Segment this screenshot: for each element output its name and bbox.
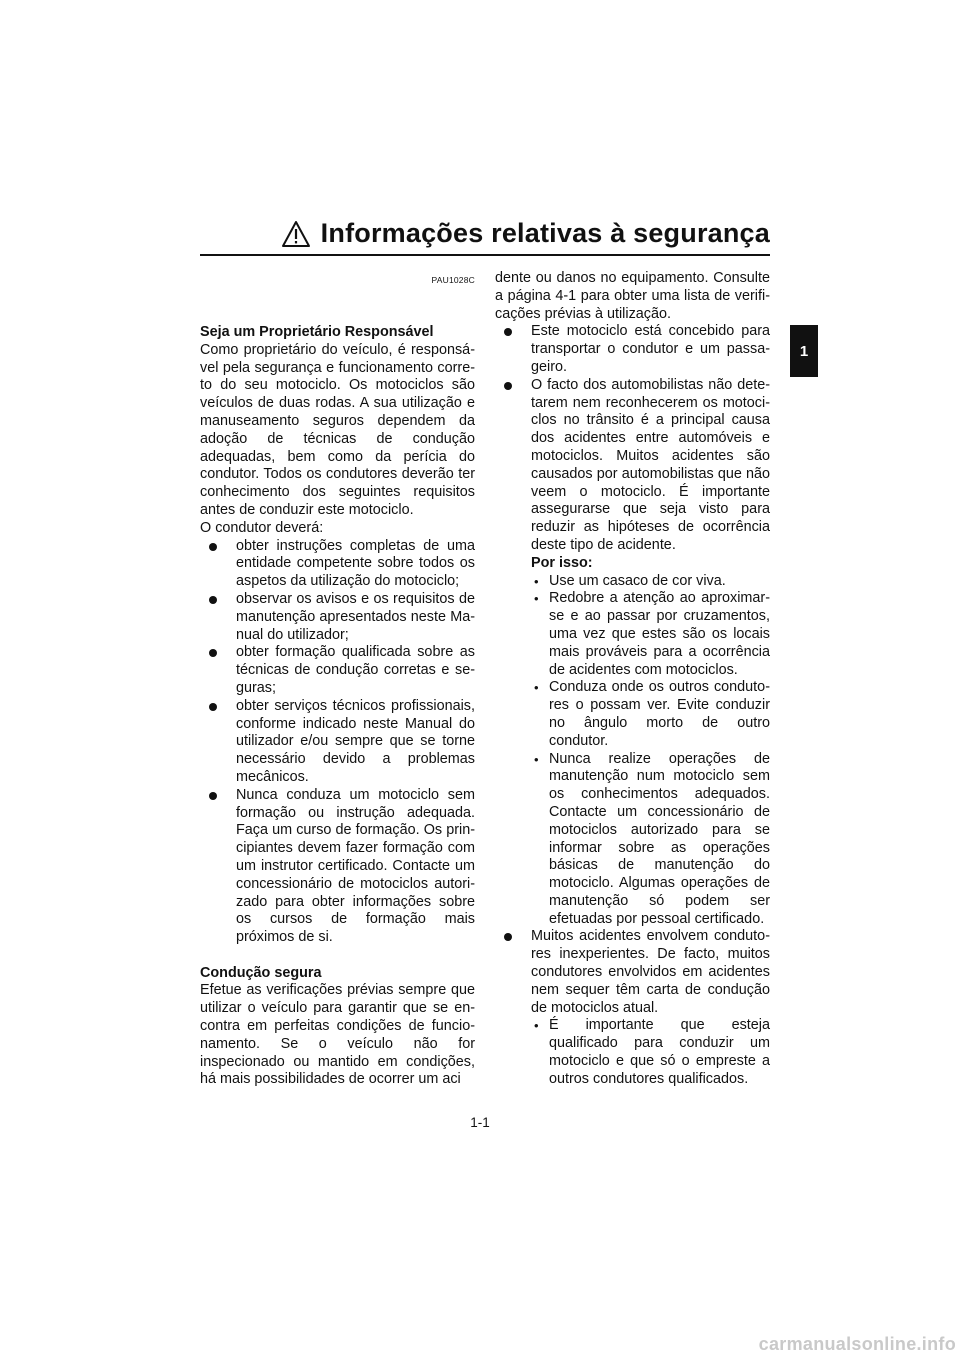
list-item: Este motociclo está concebido para transportar o condutor e um passageiro. <box>501 323 770 376</box>
left-column <box>200 270 475 1089</box>
section-heading-responsible-owner: Seja um Proprietário Responsável <box>200 324 434 340</box>
section-heading-safe-riding: Condução segura <box>200 964 322 981</box>
sub-list-item: • Use um casaco de cor viva. <box>531 573 770 591</box>
continuation-paragraph: dente ou danos no equipamento. Consulte a página 4-1 para obter uma lista de verificações prévias à utilização. <box>495 270 770 322</box>
list-item-text: O facto dos automobilistas não detetarem nem reconhecerem os motociclos no trânsito é a principal causa dos acidentes entre automóveis e motociclos. Muitos acidentes são causados por automobilistas que não veem o motociclo. É importante assegurarse que seja visto para reduzir as hipóteses de ocorrência deste tipo de acidente. <box>531 376 770 553</box>
sub-list <box>531 1017 770 1088</box>
section-paragraph: Efetue as verificações prévias sempre que utilizar o veículo para garantir que se encontra em perfeitas condições de funcionamento. Se o veículo não for inspecionado ou mantido em condições, há mais possibilidades de ocorrer um aci <box>200 982 475 1088</box>
page-title: Informações relativas à segurança <box>320 218 770 248</box>
list-item: observar os avisos e os requisitos de manutenção apresentados neste Manual do utilizador; <box>206 591 475 644</box>
sub-list <box>531 573 770 929</box>
document-code: PAU1028C <box>431 275 475 285</box>
list-item <box>501 377 770 929</box>
page-header <box>200 218 770 256</box>
list-item <box>501 928 770 1088</box>
lead-text: O condutor deverá: <box>200 519 324 536</box>
right-column <box>495 270 770 1089</box>
requirements-list <box>200 538 475 947</box>
page-number: 1-1 <box>470 1115 490 1130</box>
safety-list <box>495 323 770 1088</box>
list-item: Nunca conduza um motociclo sem formação ou instrução adequada. Faça um curso de formação. Os principiantes devem fazer formação com um instrutor certificado. Contacte um concessionário de motociclos autorizado para obter informações sobre os cursos de formação mais próximos de si. <box>206 787 475 947</box>
list-item: obter formação qualificada sobre as técnicas de condução corretas e seguras; <box>206 644 475 697</box>
section-paragraph: Como proprietário do veículo, é responsável pela segurança e funcionamento correto do seu motociclo. Os motociclos são veículos de duas rodas. A sua utilização e manuseamento seguros dependem da adoção de técnicas de condução adequadas, bem como da perícia do condutor. Todos os condutores deverão ter conhecimento dos seguintes requisitos antes de conduzir este motociclo. <box>200 341 475 518</box>
por-isso-label: Por isso: <box>531 554 593 571</box>
list-item-text: Muitos acidentes envolvem condutores inexperientes. De facto, muitos condutores envolvidos em acidentes nem sequer têm carta de condução de motociclos atual. <box>531 928 770 1016</box>
list-item: obter serviços técnicos profissionais, conforme indicado neste Manual do utilizador e/ou sempre que se torne necessário devido a problemas mecânicos. <box>206 698 475 787</box>
chapter-tab: 1 <box>790 325 818 377</box>
sub-list-item: • Redobre a atenção ao aproximarse e ao passar por cruzamentos, uma vez que estes são os locais mais prováveis para a ocorrência de acidentes com motociclos. <box>531 590 770 679</box>
sub-list-item: • É importante que esteja qualificado para conduzir um motociclo e que só o empreste a outros condutores qualificados. <box>531 1017 770 1088</box>
warning-triangle-icon <box>281 220 311 248</box>
list-item: obter instruções completas de uma entidade competente sobre todos os aspetos da utilização do motociclo; <box>206 538 475 591</box>
sub-list-item: • Nunca realize operações de manutenção num motociclo sem os conhecimentos adequados. Contacte um concessionário de motociclos autorizado para se informar sobre as operações básicas de manutenção do motociclo. Algumas operações de manutenção só podem ser efetuadas por pessoal certificado. <box>531 751 770 929</box>
watermark: carmanualsonline.info <box>758 1334 956 1354</box>
sub-list-item: • Conduza onde os outros condutores o possam ver. Evite conduzir no ângulo morto de outro condutor. <box>531 679 770 750</box>
